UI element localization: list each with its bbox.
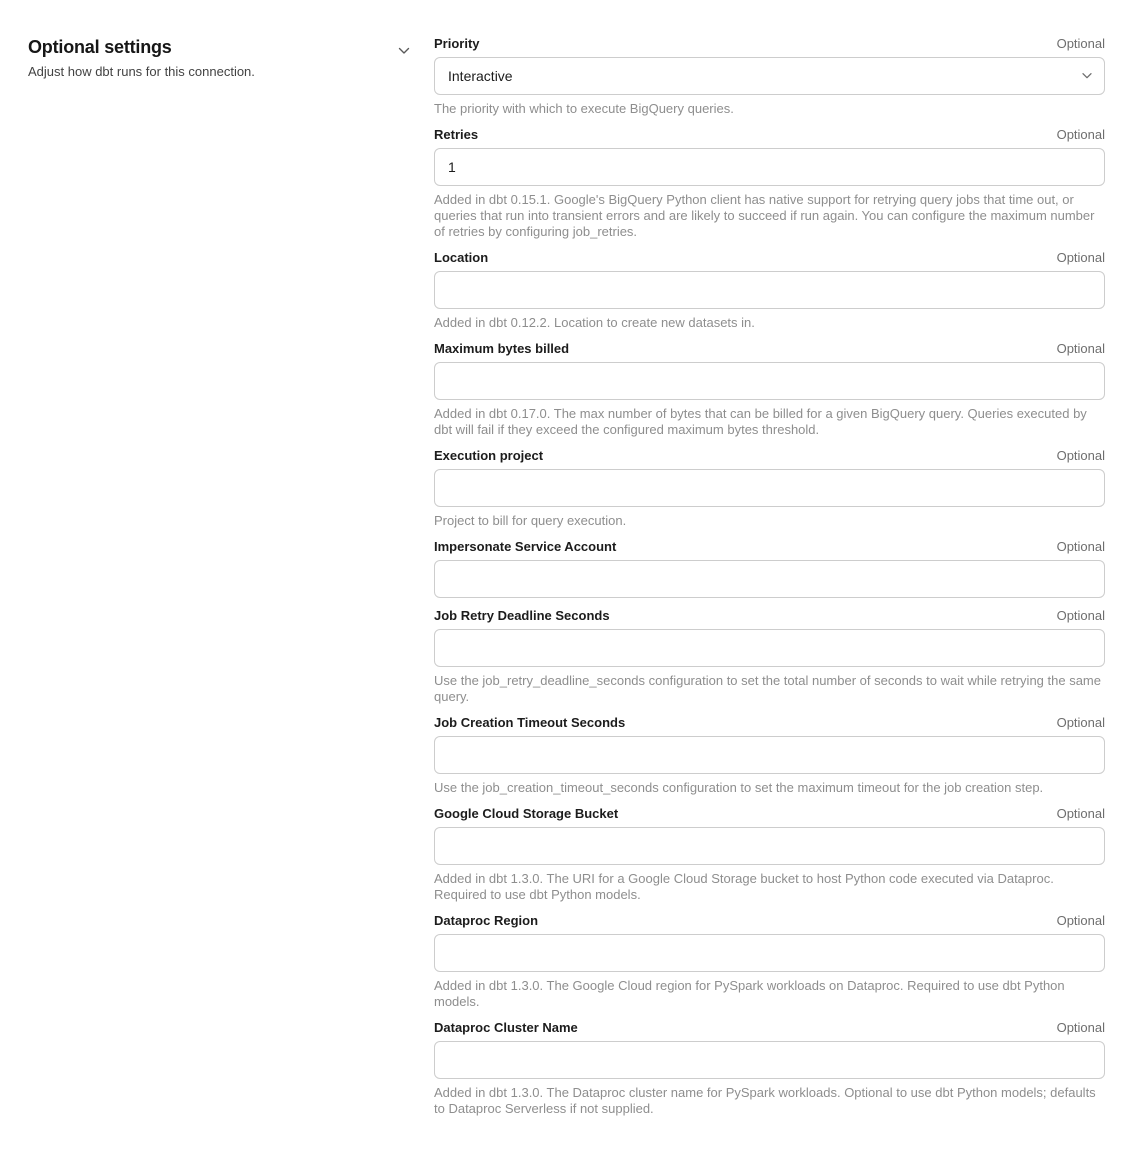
field-label-row [434,448,1105,464]
field-help-text: The priority with which to execute BigQuery queries. [434,101,734,116]
section-header [0,0,434,80]
field-control [434,148,1105,186]
field-control [434,629,1105,667]
chevron-down-icon[interactable] [398,47,410,55]
field-control [434,560,1105,598]
field-help-text: Added in dbt 1.3.0. The Google Cloud region for PySpark workloads on Dataproc. Required to use dbt Python models. [434,978,1065,1009]
optional-badge: Optional [1056,539,1105,554]
form-field [434,36,1105,117]
location-input[interactable] [434,271,1105,309]
form-field [434,715,1105,796]
section-title: Optional settings [28,37,172,57]
impersonate-service-account-input[interactable] [434,560,1105,598]
field-help-text: Added in dbt 1.3.0. The Dataproc cluster name for PySpark workloads. Optional to use dbt Python models; defaults to Dataproc Serverless if not supplied. [434,1085,1096,1116]
field-label: Google Cloud Storage Bucket [434,806,619,821]
optional-badge: Optional [1056,36,1105,51]
field-label-row [434,250,1105,266]
dataproc-region-input[interactable] [434,934,1105,972]
field-help-text: Added in dbt 1.3.0. The URI for a Google Cloud Storage bucket to host Python code executed via Dataproc. Required to use dbt Python models. [434,871,1054,902]
retries-input[interactable] [434,148,1105,186]
form-field [434,806,1105,903]
optional-badge: Optional [1056,448,1105,463]
optional-badge: Optional [1056,250,1105,265]
field-control [434,469,1105,507]
field-help-text: Added in dbt 0.12.2. Location to create new datasets in. [434,315,755,330]
dataproc-cluster-name-input[interactable] [434,1041,1105,1079]
field-label-row [434,341,1105,357]
form-field [434,1020,1105,1117]
optional-badge: Optional [1056,608,1105,623]
field-help-text: Project to bill for query execution. [434,513,627,528]
optional-badge: Optional [1056,127,1105,142]
field-label: Location [434,250,489,265]
section-heading-block [28,36,255,80]
field-help-text: Added in dbt 0.15.1. Google's BigQuery Python client has native support for retrying query jobs that time out, or queries that run into transient errors and are likely to succeed if run again. You can configure the maximum number of retries by configuring job_retries. [434,192,1095,239]
field-control [434,1041,1105,1079]
form-field [434,341,1105,438]
optional-badge: Optional [1056,913,1105,928]
field-label-row [434,913,1105,929]
optional-badge: Optional [1056,715,1105,730]
field-label-row [434,608,1105,624]
optional-badge: Optional [1056,806,1105,821]
field-label: Maximum bytes billed [434,341,570,356]
job-creation-timeout-seconds-input[interactable] [434,736,1105,774]
field-label: Dataproc Cluster Name [434,1020,578,1035]
field-help-text: Use the job_creation_timeout_seconds configuration to set the maximum timeout for the job creation step. [434,780,1044,795]
field-label-row [434,1020,1105,1036]
section-subtitle: Adjust how dbt runs for this connection. [28,64,255,79]
field-label-row [434,715,1105,731]
form-field [434,539,1105,598]
field-control [434,934,1105,972]
field-label: Retries [434,127,479,142]
field-control [434,57,1105,95]
field-label: Job Creation Timeout Seconds [434,715,626,730]
field-label-row [434,539,1105,555]
maximum-bytes-billed-input[interactable] [434,362,1105,400]
field-control [434,827,1105,865]
optional-badge: Optional [1056,1020,1105,1035]
settings-form [434,0,1134,1167]
execution-project-input[interactable] [434,469,1105,507]
field-help-text: Added in dbt 0.17.0. The max number of bytes that can be billed for a given BigQuery query. Queries executed by dbt will fail if they exceed the configured maximum bytes threshold. [434,406,1087,437]
optional-badge: Optional [1056,341,1105,356]
field-label-row [434,127,1105,143]
field-control [434,362,1105,400]
field-label: Impersonate Service Account [434,539,617,554]
priority-select[interactable] [434,57,1105,95]
field-control [434,271,1105,309]
form-field [434,608,1105,705]
field-label: Dataproc Region [434,913,539,928]
form-field [434,250,1105,331]
google-cloud-storage-bucket-input[interactable] [434,827,1105,865]
field-help-text: Use the job_retry_deadline_seconds configuration to set the total number of seconds to wait while retrying the same query. [434,673,1101,704]
field-label: Priority [434,36,480,51]
field-label: Execution project [434,448,544,463]
form-field [434,448,1105,529]
field-label: Job Retry Deadline Seconds [434,608,610,623]
field-label-row [434,36,1105,52]
job-retry-deadline-seconds-input[interactable] [434,629,1105,667]
field-label-row [434,806,1105,822]
form-field [434,913,1105,1010]
form-field [434,127,1105,240]
field-control [434,736,1105,774]
